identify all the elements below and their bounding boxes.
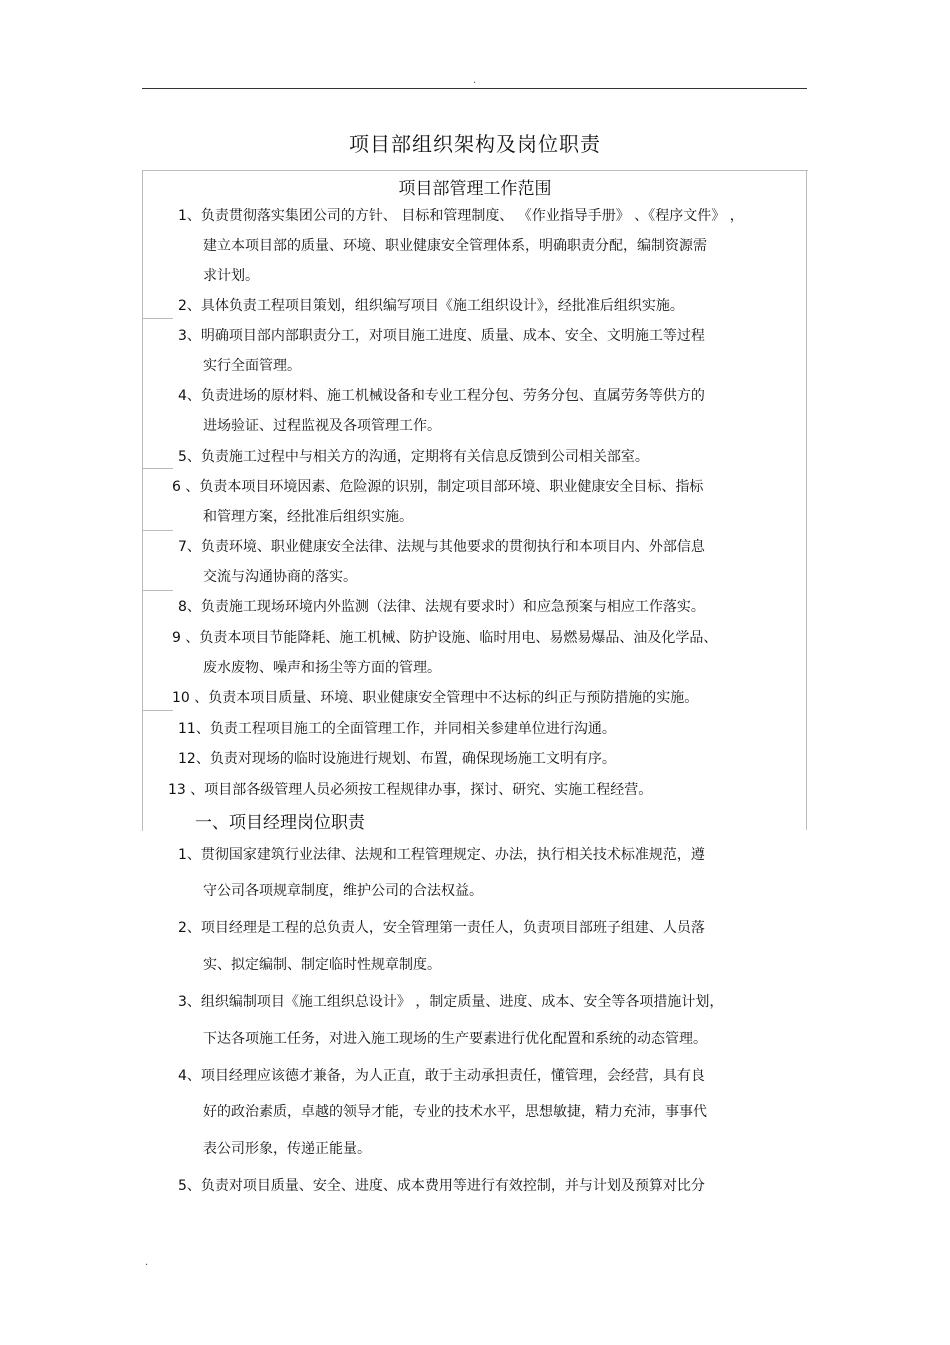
- pm-duty-line: 2、项目经理是工程的总负责人，安全管理第一责任人，负责项目部班子组建、人员落: [178, 920, 705, 936]
- table-fragment: [142, 200, 173, 319]
- scope-line: 4、负责进场的原材料、施工机械设备和专业工程分包、劳务分包、直属劳务等供方的: [178, 388, 705, 404]
- scope-line: 3、明确项目部内部职责分工，对项目施工进度、质量、成本、安全、文明施工等过程: [178, 328, 705, 344]
- scope-line: 实行全面管理。: [203, 358, 301, 374]
- pm-duty-line: 守公司各项规章制度，维护公司的合法权益。: [203, 883, 483, 899]
- pm-duty-line: 表公司形象，传递正能量。: [203, 1141, 371, 1157]
- pm-duty-line: 1、贯彻国家建筑行业法律、法规和工程管理规定、办法，执行相关技术标准规范，遵: [178, 847, 705, 863]
- pm-duty-line: 4、项目经理应该德才兼备，为人正直，敢于主动承担责任，懂管理，会经营，具有良: [178, 1068, 705, 1084]
- scope-line: 8、负责施工现场环境内外监测（法律、法规有要求时）和应急预案与相应工作落实。: [178, 599, 705, 615]
- scope-line: 9 、负责本项目节能降耗、施工机械、防护设施、临时用电、易燃易爆品、油及化学品、: [172, 630, 718, 646]
- header-rule: [142, 88, 807, 89]
- pm-duty-line: 实、拟定编制、制定临时性规章制度。: [203, 957, 441, 973]
- scope-line: 6 、负责本项目环境因素、危险源的识别，制定项目部环境、职业健康安全目标、指标: [172, 479, 704, 495]
- scope-line: 5、负责施工过程中与相关方的沟通，定期将有关信息反馈到公司相关部室。: [178, 449, 649, 465]
- section-frame-right: [806, 170, 807, 830]
- scope-line: 13 、项目部各级管理人员必须按工程规律办事，探讨、研究、实施工程经营。: [168, 782, 653, 798]
- scope-line: 2、具体负责工程项目策划，组织编写项目《施工组织设计》，经批准后组织实施。: [178, 298, 684, 314]
- table-fragment: [142, 350, 173, 440]
- pm-duty-line: 好的政治素质，卓越的领导才能，专业的技术水平，思想敏捷，精力充沛，事事代: [203, 1104, 707, 1120]
- scope-line: 交流与沟通协商的落实。: [203, 569, 357, 585]
- header-mark: .: [473, 75, 477, 86]
- scope-line: 7、负责环境、职业健康安全法律、法规与其他要求的贯彻执行和本项目内、外部信息: [178, 539, 705, 555]
- section-title-pm: 一、项目经理岗位职责: [195, 813, 365, 833]
- scope-line: 11、负责工程项目施工的全面管理工作，并同相关参建单位进行沟通。: [178, 721, 616, 737]
- table-fragment: [142, 530, 173, 591]
- table-fragment: [142, 440, 173, 469]
- footer-mark: .: [145, 1257, 149, 1268]
- scope-line: 和管理方案，经批准后组织实施。: [203, 509, 413, 525]
- pm-duty-line: 5、负责对项目质量、安全、进度、成本费用等进行有效控制，并与计划及预算对比分: [178, 1178, 705, 1194]
- document-title: 项目部组织架构及岗位职责: [349, 132, 601, 156]
- table-fragment: [142, 470, 173, 531]
- scope-line: 12、负责对现场的临时设施进行规划、布置，确保现场施工文明有序。: [178, 751, 616, 767]
- scope-line: 废水废物、噪声和扬尘等方面的管理。: [203, 660, 441, 676]
- scope-line: 建立本项目部的质量、环境、职业健康安全管理体系，明确职责分配，编制资源需: [203, 238, 707, 254]
- section-title-scope: 项目部管理工作范围: [398, 179, 552, 199]
- pm-duty-line: 下达各项施工任务，对进入施工现场的生产要素进行优化配置和系统的动态管理。: [203, 1031, 707, 1047]
- pm-duty-line: 3、组织编制项目《施工组织总设计》 ，制定质量、进度、成本、安全等各项措施计划，: [178, 994, 724, 1010]
- table-fragment: [142, 620, 173, 711]
- scope-line: 求计划。: [203, 268, 259, 284]
- scope-line: 10 、负责本项目质量、环境、职业健康安全管理中不达标的纠正与预防措施的实施。: [172, 690, 699, 706]
- scope-line: 进场验证、过程监视及各项管理工作。: [203, 418, 441, 434]
- scope-line: 1、负责贯彻落实集团公司的方针、 目标和管理制度、 《作业指导手册》 、《程序文件》 ，: [178, 208, 744, 224]
